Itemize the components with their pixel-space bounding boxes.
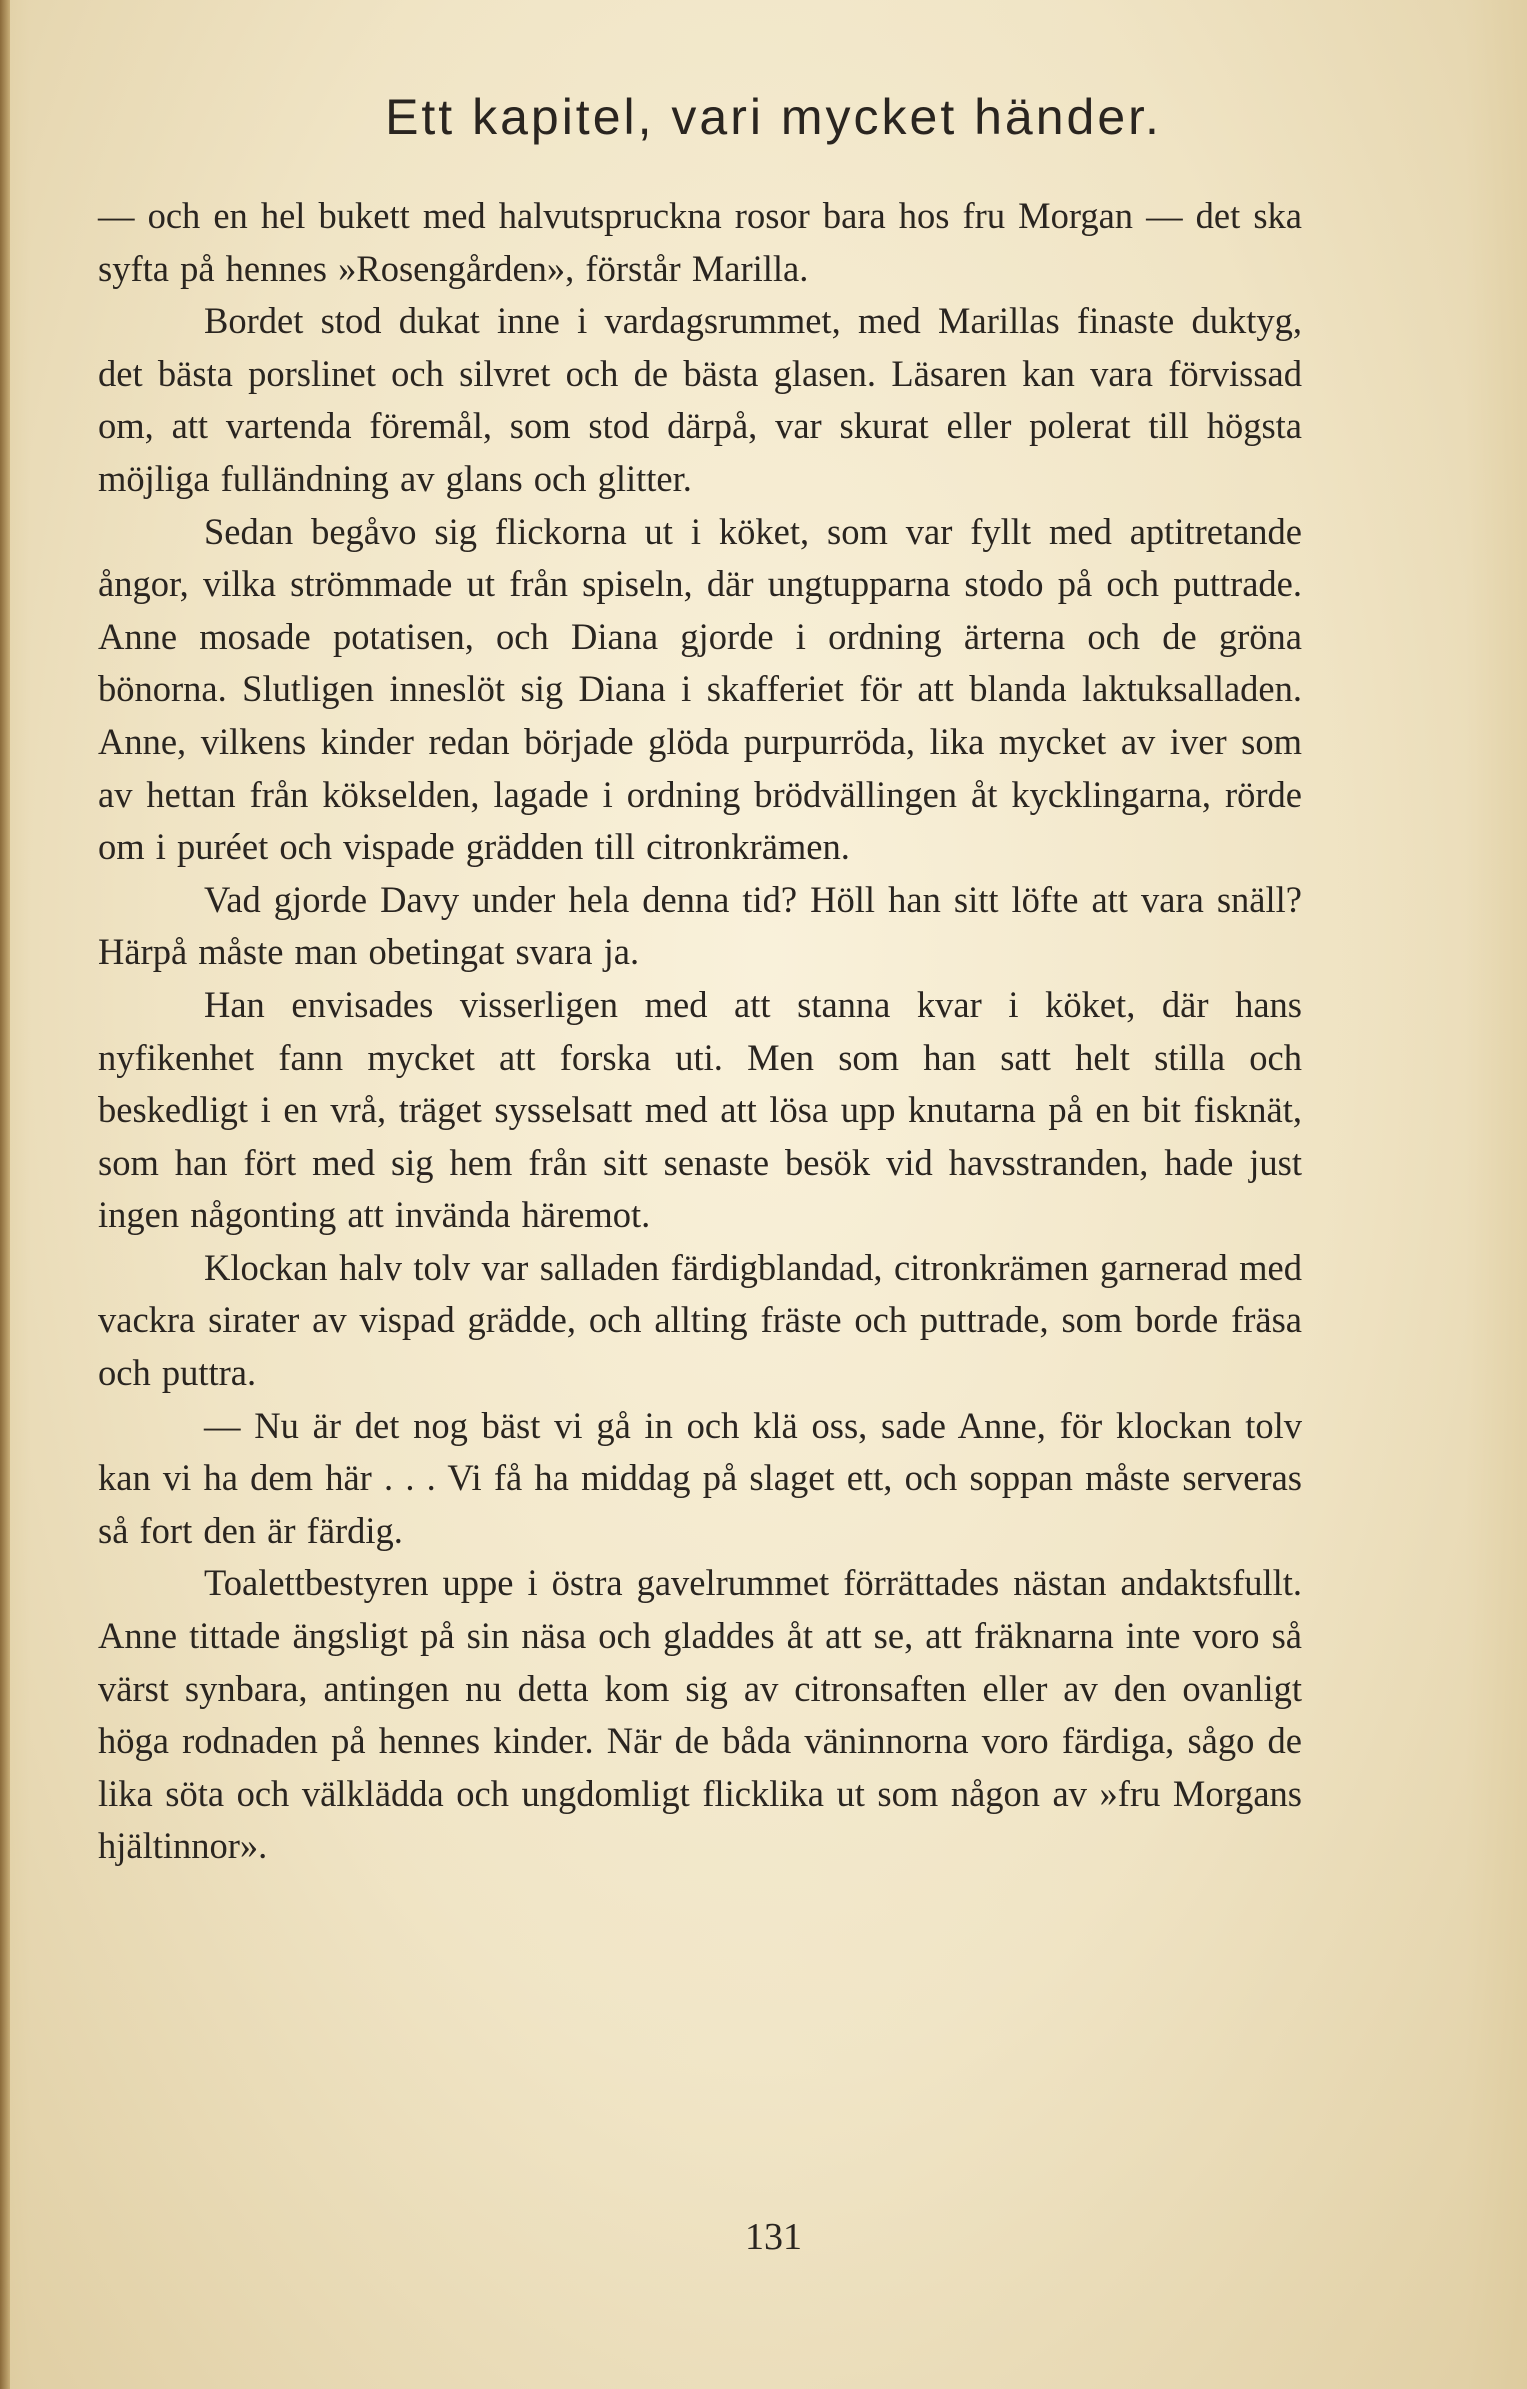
paragraph: — och en hel bukett med halvutspruckna rosor bara hos fru Morgan — det ska syfta på hennes »Rosengården», förstår Marilla.: [98, 195, 1302, 289]
running-header: Ett kapitel, vari mycket händer.: [385, 89, 1162, 145]
paragraph: Bordet stod dukat inne i vardagsrummet, med Marillas finaste duktyg, det bästa porslinet och silvret och de bästa glasen. Läsaren kan vara förvissad om, att vartenda föremål, som stod därpå, var skurat eller polerat till högsta möjliga fulländning av glans och glitter.: [98, 300, 1302, 499]
paragraph: Klockan halv tolv var salladen färdigblandad, citronkrämen garnerad med vackra sirater av vispad grädde, och allting fräste och puttrade, som borde fräsa och puttra.: [98, 1246, 1302, 1394]
paragraph: Toalettbestyren uppe i östra gavelrummet förrättades nästan andaktsfullt. Anne tittade ängsligt på sin näsa och gladdes åt att se, att fräknarna inte voro så värst synbara, antingen nu detta kom sig av citronsaften eller av den ovanligt höga rodnaden på hennes kinder. När de båda väninnorna voro färdiga, sågo de lika söta och välklädda och ungdomligt flicklika ut som någon av »fru Morgans hjältinnor».: [98, 1562, 1302, 1867]
page-edge: [0, 0, 10, 2389]
page-number: 131: [745, 2216, 802, 2258]
body-text: [98, 190, 1302, 1873]
paragraph: Sedan begåvo sig flickorna ut i köket, som var fyllt med aptitretande ångor, vilka strömmade ut från spiseln, där ungtupparna stodo på och puttrade. Anne mosade potatisen, och Diana gjorde i ordning ärterna och de gröna bönorna. Slutligen inneslöt sig Diana i skafferiet för att blanda laktuksalladen. Anne, vilkens kinder redan började glöda purpurröda, lika mycket av iver som av hettan från kökselden, lagade i ordning brödvällingen åt kycklingarna, rörde om i puréet och vispade grädden till citronkrämen.: [98, 510, 1302, 868]
paragraph: — Nu är det nog bäst vi gå in och klä oss, sade Anne, för klockan tolv kan vi ha dem här . . . Vi få ha middag på slaget ett, och soppan måste serveras så fort den är färdig.: [98, 1404, 1302, 1551]
paragraph: Vad gjorde Davy under hela denna tid? Höll han sitt löfte att vara snäll? Härpå måste man obetingat svara ja.: [98, 878, 1302, 973]
paragraph: Han envisades visserligen med att stanna kvar i köket, där hans nyfikenhet fann mycket att forska uti. Men som han satt helt stilla och beskedligt i en vrå, träget sysselsatt med att lösa upp knutarna på en bit fisknät, som han fört med sig hem från sitt senaste besök vid havsstranden, hade just ingen någonting att invända häremot.: [98, 983, 1302, 1236]
